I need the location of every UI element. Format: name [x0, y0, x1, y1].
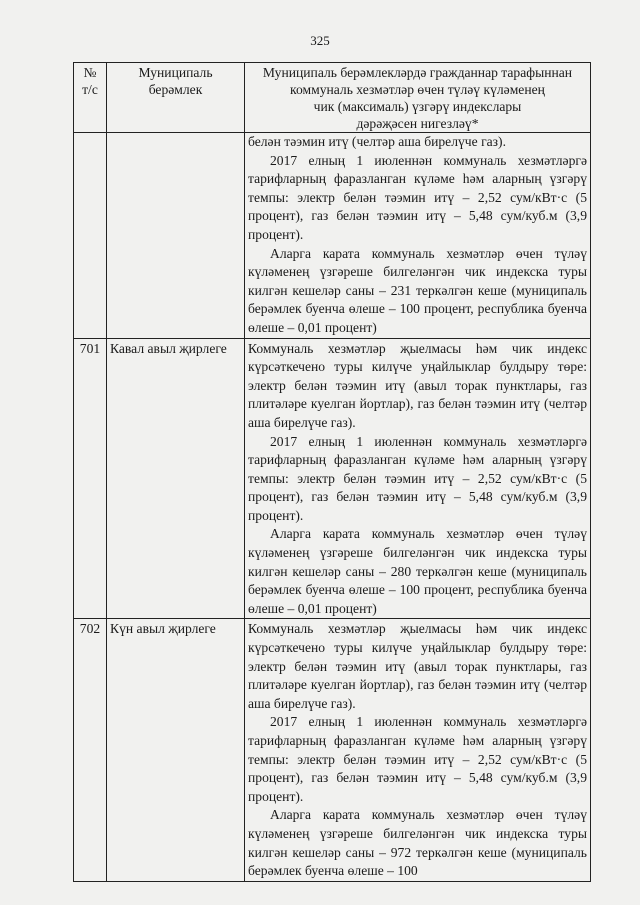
- paragraph: Коммуналь хезмәтләр җыелмасы һәм чик индекс күрсәткечено туры килүче уңайлыклар булдыру төре: электр белән тәэмин итү (авыл торак пунктлары, газ плитәләре куелган йортлар), газ белән тәэмин итү (челтәр аша бирелүче газ).: [248, 340, 587, 430]
- header-number-line1: №: [83, 65, 97, 80]
- cell-municipality: Кавал авыл җирлеге: [107, 338, 245, 619]
- header-justification-line: Муниципаль берәмлекләрдә гражданнар тарафыннан: [262, 65, 573, 80]
- header-justification-line: чик (максималь) үзгәрү индекслары: [313, 99, 522, 114]
- table-row-continuation: [74, 133, 591, 339]
- header-justification-line: дәрәҗәсен нигезләү*: [356, 116, 479, 131]
- table-row: [74, 338, 591, 619]
- paragraph: 2017 елның 1 июленнән коммуналь хезмәтләргә тарифларның фаразланган күләме һәм аларның үзгәрү темпы: электр белән тәэмин итү – 2,52 сум/кВт·с (5 процент), газ белән тәэмин итү – 5,48 сум/куб.м (3,9 процент).: [248, 152, 587, 242]
- header-municipality-line2: берәмлек: [148, 82, 203, 97]
- cell-number: 701: [74, 338, 107, 619]
- cell-justification: [245, 133, 591, 339]
- cell-municipality: Күн авыл җирлеге: [107, 619, 245, 881]
- header-municipality: [107, 63, 245, 133]
- cell-municipality: [107, 133, 245, 339]
- header-municipality-line1: Муниципаль: [138, 65, 213, 80]
- cell-number: [74, 133, 107, 339]
- header-justification: [245, 63, 591, 133]
- paragraph: Коммуналь хезмәтләр җыелмасы һәм чик индекс күрсәткечено туры килүче уңайлыклар булдыру төре: электр белән тәэмин итү (авыл торак пунктлары, газ плитәләре куелган йортлар), газ белән тәэмин итү (челтәр аша бирелүче газ).: [248, 621, 587, 711]
- header-justification-line: коммуналь хезмәтләр өчен түләү күләменең: [290, 82, 545, 97]
- paragraph: Аларга карата коммуналь хезмәтләр өчен түләү күләменең үзгәреше билгеләнгән чик индекска туры килгән кешеләр саны – 972 теркәлгән кеше (муниципаль берәмлек буенча өлеше – 100: [248, 807, 587, 879]
- paragraph: 2017 елның 1 июленнән коммуналь хезмәтләргә тарифларның фаразланган күләме һәм аларның үзгәрү темпы: электр белән тәэмин итү – 2,52 сум/кВт·с (5 процент), газ белән тәэмин итү – 5,48 сум/куб.м (3,9 процент).: [248, 714, 587, 804]
- paragraph: белән тәэмин итү (челтәр аша бирелүче газ).: [248, 134, 506, 149]
- table-header-row: [74, 63, 591, 133]
- header-number-line2: т/с: [82, 82, 98, 97]
- cell-number: 702: [74, 619, 107, 881]
- cell-justification: [245, 619, 591, 881]
- index-table: [73, 62, 591, 882]
- table-row: [74, 619, 591, 881]
- header-number: [74, 63, 107, 133]
- page-number: 325: [310, 33, 330, 48]
- cell-justification: [245, 338, 591, 619]
- paragraph: Аларга карата коммуналь хезмәтләр өчен түләү күләменең үзгәреше билгеләнгән чик индекска туры килгән кешеләр саны – 231 теркәлгән кеше (муниципаль берәмлек буенча өлеше – 100 процент, республика буенча өлеше – 0,01 процент): [248, 245, 587, 335]
- paragraph: 2017 елның 1 июленнән коммуналь хезмәтләргә тарифларның фаразланган күләме һәм аларның үзгәрү темпы: электр белән тәэмин итү – 2,52 сум/кВт·с (5 процент), газ белән тәэмин итү – 5,48 сум/куб.м (3,9 процент).: [248, 433, 587, 523]
- paragraph: Аларга карата коммуналь хезмәтләр өчен түләү күләменең үзгәреше билгеләнгән чик индекска туры килгән кешеләр саны – 280 теркәлгән кеше (муниципаль берәмлек буенча өлеше – 100 процент, республика буенча өлеше – 0,01 процент): [248, 526, 587, 616]
